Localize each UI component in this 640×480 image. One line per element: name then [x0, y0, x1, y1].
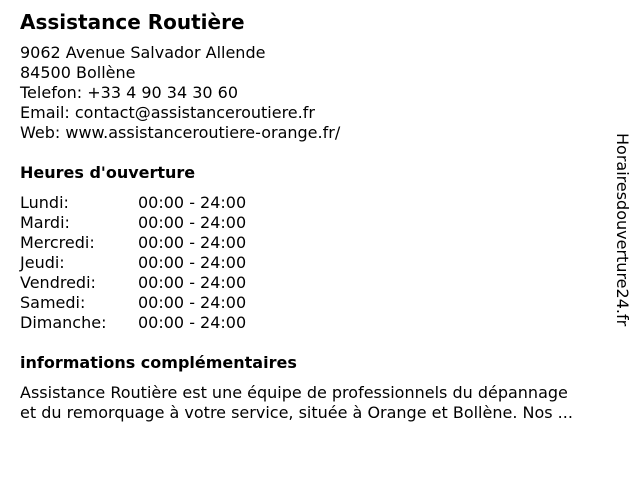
address-line2: 84500 Bollène — [20, 63, 136, 82]
description-line1: Assistance Routière est une équipe de professionnels du dépannage — [20, 383, 568, 402]
email-line[interactable]: Email: contact@assistanceroutiere.fr — [20, 103, 315, 122]
hours-heading: Heures d'ouverture — [20, 163, 196, 182]
phone-line[interactable]: Telefon: +33 4 90 34 30 60 — [20, 83, 239, 102]
info-heading: informations complémentaires — [20, 353, 297, 372]
description-line2: et du remorquage à votre service, située à Orange et Bollène. Nos ... — [20, 403, 573, 422]
address-line1: 9062 Avenue Salvador Allende — [20, 43, 266, 62]
day-label: Mardi: — [20, 213, 70, 232]
day-label: Vendredi: — [20, 273, 96, 292]
time-value: 00:00 - 24:00 — [138, 313, 247, 332]
description-text — [20, 383, 620, 423]
business-title: Assistance Routière — [20, 10, 245, 34]
time-value: 00:00 - 24:00 — [138, 273, 247, 292]
time-value: 00:00 - 24:00 — [138, 213, 247, 232]
day-label: Jeudi: — [20, 253, 65, 272]
site-watermark: Horairesdouverture24.fr — [613, 133, 632, 327]
day-label: Lundi: — [20, 193, 69, 212]
contact-block — [20, 43, 340, 143]
web-line[interactable]: Web: www.assistanceroutiere-orange.fr/ — [20, 123, 341, 142]
day-label: Mercredi: — [20, 233, 95, 252]
time-value: 00:00 - 24:00 — [138, 193, 247, 212]
day-label: Samedi: — [20, 293, 86, 312]
day-label: Dimanche: — [20, 313, 107, 332]
time-value: 00:00 - 24:00 — [138, 253, 247, 272]
time-value: 00:00 - 24:00 — [138, 233, 247, 252]
time-value: 00:00 - 24:00 — [138, 293, 247, 312]
